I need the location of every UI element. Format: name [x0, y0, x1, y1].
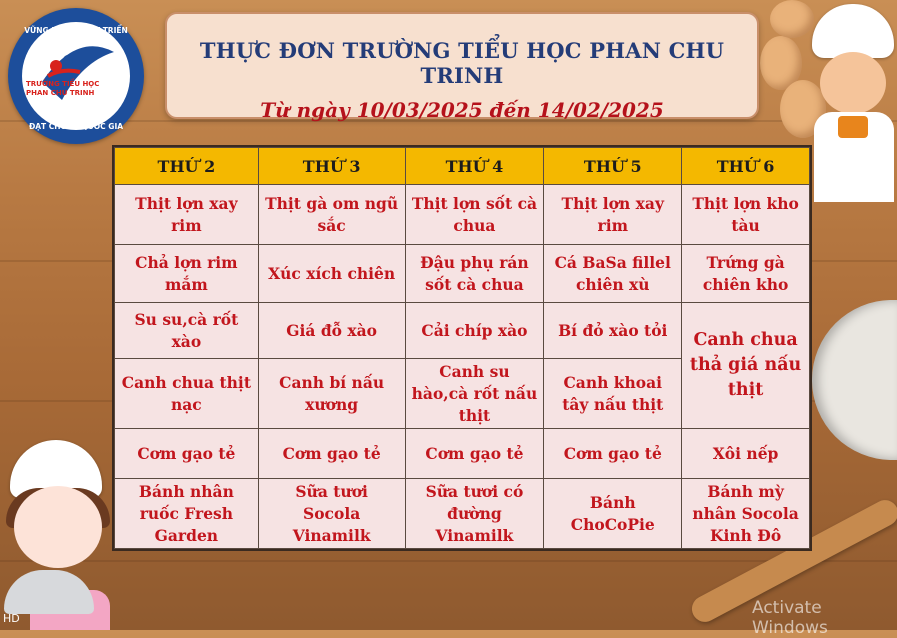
menu-cell: Thịt lợn sốt cà chua: [405, 185, 544, 245]
menu-cell: Canh khoai tây nấu thịt: [544, 359, 682, 429]
page-title: THỰC ĐƠN TRƯỜNG TIỂU HỌC PHAN CHU TRINH: [199, 38, 725, 88]
serving-dish-icon: [4, 570, 94, 614]
menu-cell: Sữa tươi Socola Vinamilk: [258, 479, 405, 549]
menu-cell: Xúc xích chiên: [258, 245, 405, 303]
day-header: THỨ 3: [258, 148, 405, 185]
table-row: [115, 429, 810, 479]
table-row: [115, 185, 810, 245]
chef-illustration: [808, 0, 897, 200]
menu-cell: Thịt lợn kho tàu: [682, 185, 810, 245]
menu-cell: Cơm gạo tẻ: [115, 429, 259, 479]
menu-cell: Xôi nếp: [682, 429, 810, 479]
logo-standard: ĐẠT CHUẨN QUỐC GIA: [28, 122, 124, 131]
day-header: THỨ 2: [115, 148, 259, 185]
menu-cell: Trứng gà chiên kho: [682, 245, 810, 303]
menu-cell: Sữa tươi có đường Vinamilk: [405, 479, 544, 549]
menu-cell: Cơm gạo tẻ: [258, 429, 405, 479]
logo-motto: VỮNG BƯỚC PHÁT TRIỂN: [24, 26, 128, 35]
menu-cell: Đậu phụ rán sốt cà chua: [405, 245, 544, 303]
table-row: [115, 479, 810, 549]
logo-swoosh-icon: [22, 22, 130, 130]
menu-cell: Giá đỗ xào: [258, 303, 405, 359]
menu-cell: Canh su hào,cà rốt nấu thịt: [405, 359, 544, 429]
menu-cell: Thịt gà om ngũ sắc: [258, 185, 405, 245]
table-header-row: [115, 148, 810, 185]
menu-cell-merged: Canh chua thả giá nấu thịt: [682, 303, 810, 429]
menu-cell: Cá BaSa fillel chiên xù: [544, 245, 682, 303]
day-header: THỨ 6: [682, 148, 810, 185]
chef-scarf: [838, 116, 868, 138]
chef-hat-icon: [812, 4, 894, 58]
girl-chef-illustration: [0, 440, 118, 630]
logo-school-line1: TRƯỜNG TIỂU HỌC: [26, 80, 100, 88]
corner-text: HD: [3, 612, 20, 625]
menu-cell: Su su,cà rốt xào: [115, 303, 259, 359]
day-header: THỨ 5: [544, 148, 682, 185]
menu-header: [165, 12, 759, 122]
day-header: THỨ 4: [405, 148, 544, 185]
menu-cell: Canh chua thịt nạc: [115, 359, 259, 429]
menu-cell: Canh bí nấu xương: [258, 359, 405, 429]
menu-cell: Bánh mỳ nhân Socola Kinh Đô: [682, 479, 810, 549]
girl-face: [14, 486, 102, 568]
menu-cell: Cơm gạo tẻ: [405, 429, 544, 479]
chef-face: [820, 52, 886, 114]
menu-table: [114, 147, 810, 549]
menu-cell: Thịt lợn xay rim: [544, 185, 682, 245]
menu-cell: Bánh nhân ruốc Fresh Garden: [115, 479, 259, 549]
menu-cell: Thịt lợn xay rim: [115, 185, 259, 245]
menu-cell: Cải chíp xào: [405, 303, 544, 359]
menu-cell: Chả lợn rim mắm: [115, 245, 259, 303]
wood-grain: [0, 560, 897, 562]
menu-cell: Bánh ChoCoPie: [544, 479, 682, 549]
menu-cell: Bí đỏ xào tỏi: [544, 303, 682, 359]
logo-school-name: [26, 80, 106, 98]
school-logo: [8, 8, 144, 144]
logo-emblem: [22, 22, 130, 130]
activate-windows-watermark: Activate Windows: [752, 598, 828, 638]
menu-cell: Cơm gạo tẻ: [544, 429, 682, 479]
table-row: [115, 245, 810, 303]
logo-school-line2: PHAN CHU TRINH: [26, 89, 95, 97]
date-range: Từ ngày 10/03/2025 đến 14/02/2025: [260, 98, 664, 122]
table-row: [115, 303, 810, 359]
flour-bowl-image: [812, 300, 897, 460]
